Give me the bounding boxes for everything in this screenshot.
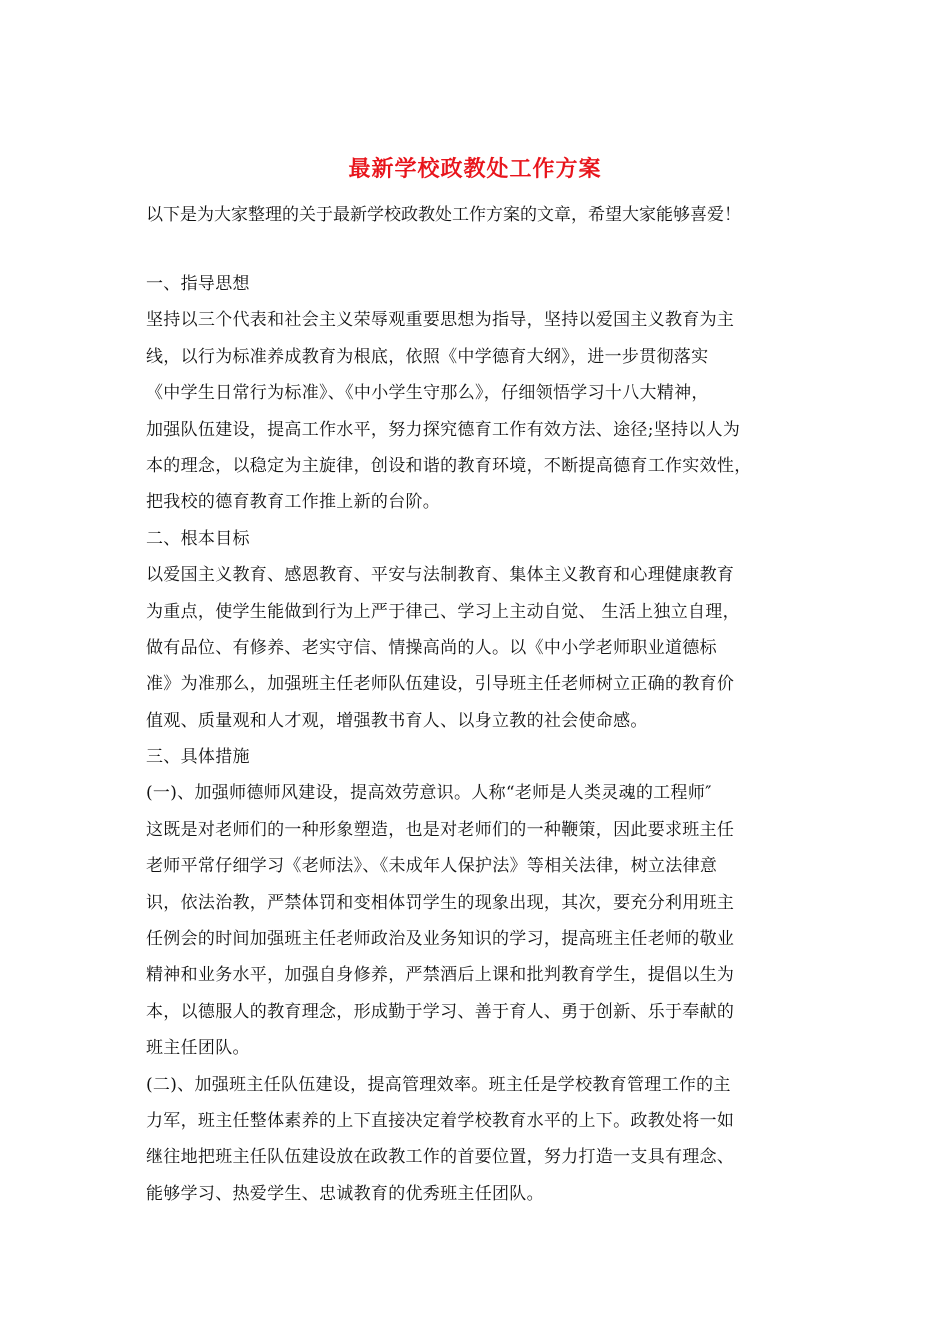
text-line: 准》为准那么，加强班主任老师队伍建设，引导班主任老师树立正确的教育价 — [146, 674, 735, 695]
text-line: 把我校的德育教育工作推上新的台阶。 — [146, 492, 441, 513]
text-line: 三、具体措施 — [146, 747, 250, 768]
text-line: 坚持以三个代表和社会主义荣辱观重要思想为指导，坚持以爱国主义教育为主 — [146, 310, 735, 331]
text-line: 这既是对老师们的一种形象塑造，也是对老师们的一种鞭策，因此要求班主任 — [146, 819, 735, 840]
text-line: 值观、质量观和人才观，增强教书育人、以身立教的社会使命感。 — [146, 710, 648, 731]
text-line: 加强队伍建设，提高工作水平，努力探究德育工作有效方法、途径;坚持以人为 — [146, 419, 741, 440]
text-line: 一、指导思想 — [146, 274, 250, 294]
text-line: 线，以行为标准养成教育为根底，依照《中学德育大纲》，进一步贯彻落实 — [146, 346, 709, 367]
text-line: 本的理念，以稳定为主旋律，创设和谐的教育环境，不断提高德育工作实效性， — [146, 455, 752, 476]
text-line: 《中学生日常行为标准》、《中小学生守那么》，仔细领悟学习十八大精神， — [146, 383, 709, 404]
text-line: 二、根本目标 — [146, 528, 250, 549]
text-line: 识，依法治教，严禁体罚和变相体罚学生的现象出现，其次，要充分利用班主 — [146, 892, 735, 913]
text-line: 任例会的时间加强班主任老师政治及业务知识的学习，提高班主任老师的敬业 — [146, 929, 735, 950]
text-line: 能够学习、热爱学生、忠诚教育的优秀班主任团队。 — [146, 1183, 544, 1204]
document-body — [146, 266, 808, 1212]
text-line: 继往地把班主任队伍建设放在政教工作的首要位置，努力打造一支具有理念、 — [146, 1147, 735, 1168]
text-line: (二)、加强班主任队伍建设，提高管理效率。班主任是学校教育管理工作的主 — [146, 1074, 731, 1095]
text-line: 为重点，使学生能做到行为上严于律己、学习上主动自觉、 生活上独立自理， — [146, 601, 740, 622]
text-line: (一)、加强师德师风建设，提高效劳意识。人称“老师是人类灵魂的工程师″ — [146, 783, 712, 804]
intro-paragraph: 以下是为大家整理的关于最新学校政教处工作方案的文章，希望大家能够喜爱！ — [146, 205, 741, 225]
text-line: 精神和业务水平，加强自身修养，严禁酒后上课和批判教育学生，提倡以生为 — [146, 965, 735, 986]
text-line: 以爱国主义教育、感恩教育、平安与法制教育、集体主义教育和心理健康教育 — [146, 565, 735, 586]
text-line: 力军，班主任整体素养的上下直接决定着学校教育水平的上下。政教处将一如 — [146, 1110, 735, 1131]
text-line: 本，以德服人的教育理念，形成勤于学习、善于育人、勇于创新、乐于奉献的 — [146, 1001, 735, 1022]
document-title: 最新学校政教处工作方案 — [348, 156, 602, 182]
text-line: 老师平常仔细学习《老师法》、《未成年人保护法》等相关法律，树立法律意 — [146, 856, 718, 877]
text-line: 做有品位、有修养、老实守信、情操高尚的人。以《中小学老师职业道德标 — [146, 637, 717, 658]
text-line: 班主任团队。 — [146, 1038, 250, 1059]
